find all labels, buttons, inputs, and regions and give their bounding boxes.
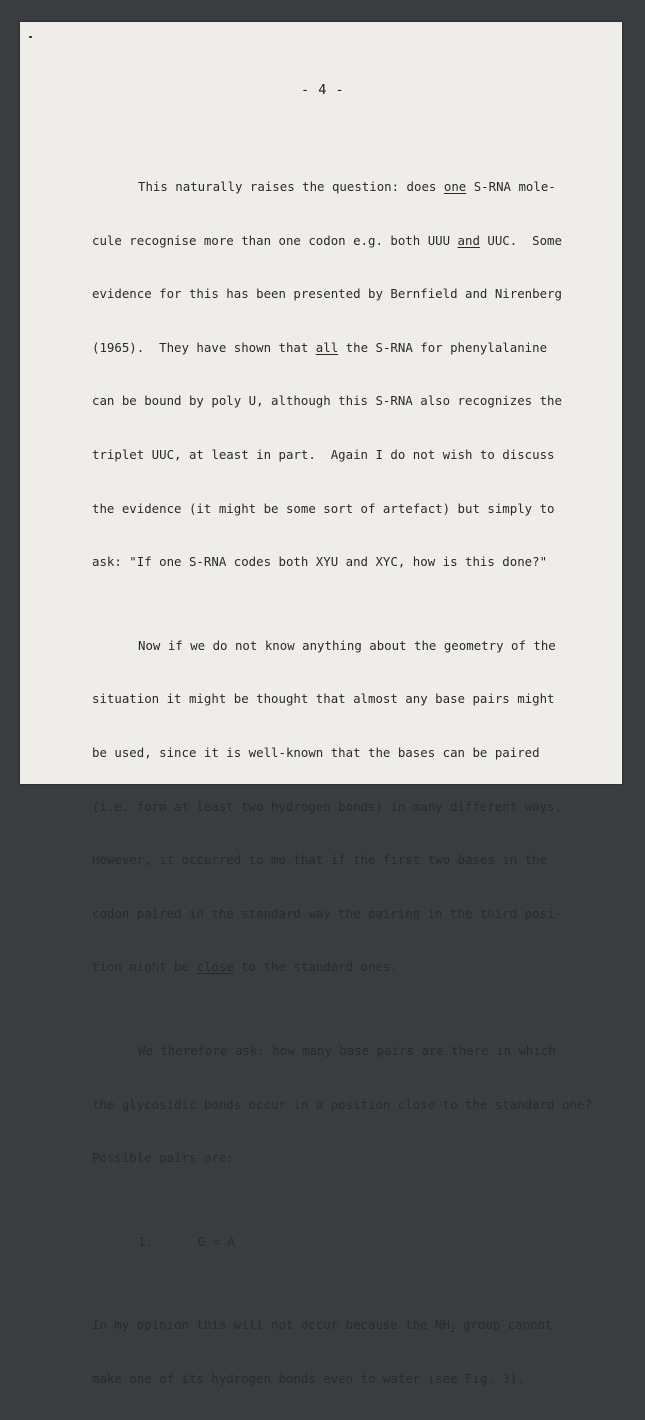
text-line: can be bound by poly U, although this S-RNA also recognizes the [92,393,562,409]
text-line: However, it occurred to me that if the first two bases in the [92,852,548,868]
text-line: triplet UUC, at least in part. Again I do not wish to discuss [92,446,555,462]
underlined-word: one [443,179,467,194]
text-line: situation it might be thought that almost any base pairs might [92,691,555,707]
typed-body-text [92,130,612,1420]
subscript: 2 [450,1325,456,1336]
text-run: This naturally raises the question: does [138,179,444,194]
text-run: (1965). They have shown that [92,339,316,355]
text-run: tion might be [92,959,197,975]
list-item-number: 1. [138,1233,153,1249]
text-line: We therefore ask: how many base pairs are there in which [138,1042,556,1058]
text-line: be used, since it is well-known that the bases can be paired [92,744,540,760]
ink-speck [29,36,32,38]
text-line: Possible pairs are: [92,1150,234,1166]
text-line: make one of its hydrogen bonds even to water (see Fig. 3). [92,1370,525,1386]
page-number: - 4 - [301,82,345,98]
underlined-word: close [196,959,234,975]
text-line: Now if we do not know anything about the geometry of the [138,637,556,653]
text-run: S-RNA mole- [466,179,556,194]
text-line [92,229,612,253]
list-item [92,1230,612,1254]
text-line [92,1313,612,1337]
text-run: to the standard ones. [233,959,398,975]
list-item-text: G = A [197,1233,235,1249]
text-line: the glycosidic bonds occur in a position close to the standard one? [92,1096,592,1112]
text-line: evidence for this has been presented by Bernfield and Nirenberg [92,286,562,302]
text-run: group cannot [455,1317,553,1333]
list-spacer [153,1234,198,1249]
text-line [92,336,612,360]
underlined-word: all [315,339,339,355]
text-run: In my opinion this will not occur because the NH [92,1317,451,1333]
paper-sheet [20,22,622,1386]
text-line: codon paired in the standard way the pairing in the third posi- [92,905,562,921]
text-line: ask: "If one S-RNA codes both XYU and XYC, how is this done?" [92,554,548,570]
underlined-word: and [457,232,480,248]
text-line: (i.e. form at least two hydrogen bonds) in many different ways. [92,798,562,814]
text-line: the evidence (it might be some sort of artefact) but simply to [92,500,555,516]
text-run: the S-RNA for phenylalanine [338,339,548,355]
text-line [92,955,612,979]
text-run: cule recognise more than one codon e.g. both UUU [92,232,458,248]
text-run: UUC. Some [479,232,562,248]
text-line [92,175,612,199]
